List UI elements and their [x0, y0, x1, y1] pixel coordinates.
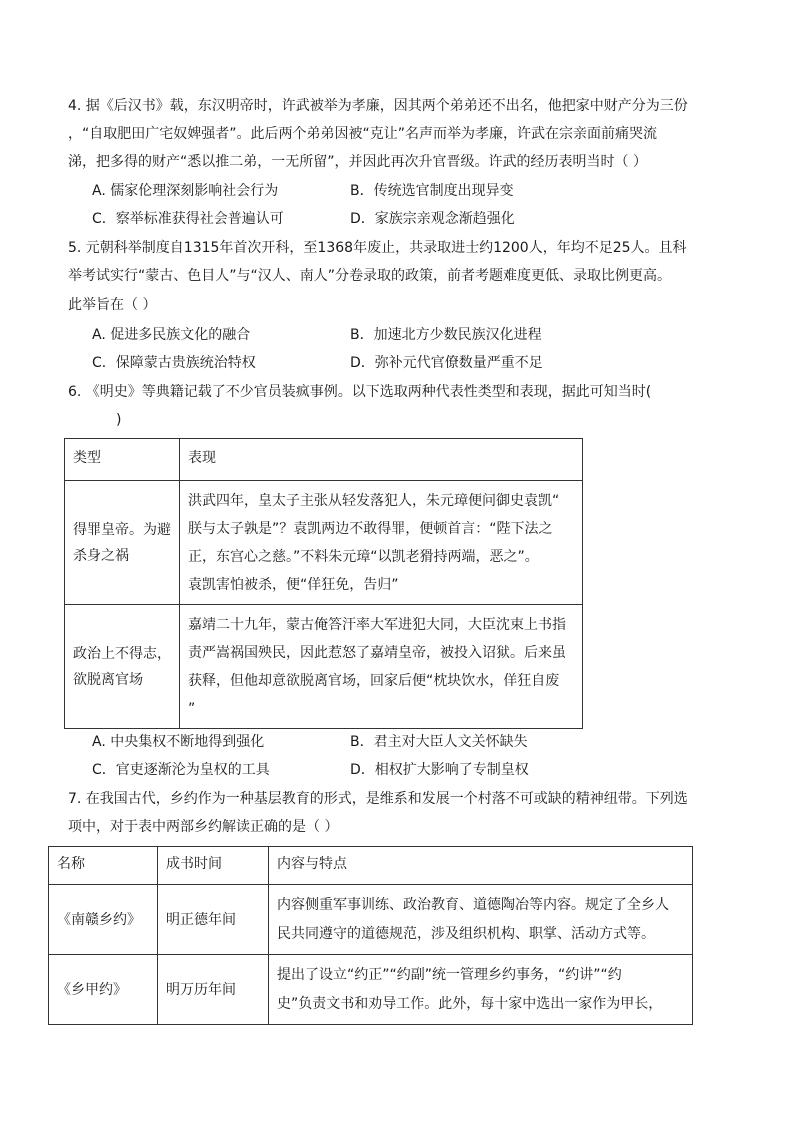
q5-option-c[interactable]: C．保障蒙古贵族统治特权 — [92, 355, 256, 371]
q6-line-2: ) — [116, 412, 122, 428]
q6-row1-desc-line: 洪武四年，皇太子主张从轻发落犯人，朱元璋便问御史袁凯“ — [188, 492, 560, 509]
q7-row2-desc-line: 史”负责文书和劝导工作。此外，每十家中选出一家作为甲长， — [277, 995, 663, 1012]
q4-option-d[interactable]: D．家族宗亲观念渐趋强化 — [350, 211, 515, 227]
q7-header-desc: 内容与特点 — [269, 847, 693, 885]
q6-option-c[interactable]: C．官吏逐渐沦为皇权的工具 — [92, 762, 270, 778]
q4-line-3: 涕，把多得的财产“悉以推二弟，一无所留”，并因此再次升官晋级。许武的经历表明当时（ ） — [68, 154, 647, 170]
q4-option-b[interactable]: B．传统选官制度出现异变 — [350, 183, 514, 199]
q6-row2-desc-line: 获释，但他却意欲脱离官场，回家后便“枕块饮水，佯狂自废 — [188, 672, 560, 689]
q6-row1-desc — [180, 481, 583, 605]
q6-table — [64, 438, 583, 729]
q7-table — [48, 846, 693, 1025]
q6-row2-type-line: 欲脱离官场 — [73, 671, 143, 688]
q7-row1-desc-line: 民共同遵守的道德规范，涉及组织机构、职掌、活动方式等。 — [277, 925, 655, 942]
q6-header-type: 类型 — [65, 439, 180, 481]
q7-row1-time: 明正德年间 — [158, 885, 269, 955]
q7-row2-desc-line: 提出了设立“约正”“约副”统一管理乡约事务，“约讲”“约 — [277, 966, 622, 983]
q6-row1-desc-line: 袁凯害怕被杀，便“佯狂免，告归” — [188, 576, 399, 593]
table-row — [65, 605, 583, 729]
q6-row2-desc-line: ” — [188, 700, 196, 717]
q4-option-a[interactable]: A. 儒家伦理深刻影响社会行为 — [92, 183, 279, 199]
q5-option-b[interactable]: B．加速北方少数民族汉化进程 — [350, 327, 542, 343]
q5-line-1: 5. 元朝科举制度自1315年首次开科，至1368年废止，共录取进士约1200人，年均不足25人。且科 — [68, 240, 687, 256]
q6-option-a[interactable]: A. 中央集权不断地得到强化 — [92, 734, 265, 750]
q7-row2-time: 明万历年间 — [158, 955, 269, 1025]
q5-option-d[interactable]: D．弥补元代官僚数量严重不足 — [350, 355, 543, 371]
q6-option-d[interactable]: D．相权扩大影响了专制皇权 — [350, 762, 529, 778]
q7-row1-name: 《南赣乡约》 — [49, 885, 158, 955]
q4-option-c[interactable]: C．察举标准获得社会普遍认可 — [92, 211, 284, 227]
q7-row1-desc — [269, 885, 693, 955]
q4-line-1: 4. 据《后汉书》载，东汉明帝时，许武被举为孝廉，因其两个弟弟还不出名，他把家中财产分为三份 — [68, 98, 688, 114]
q5-line-3: 此举旨在（ ） — [68, 297, 157, 313]
q6-row2-desc-line: 嘉靖二十九年，蒙古俺答汗率大军进犯大同，大臣沈束上书指 — [188, 616, 566, 633]
q6-row1-desc-line: 朕与太子孰是”？袁凯两边不敢得罪，便顿首言：“陛下法之 — [188, 520, 553, 537]
q6-line-1: 6. 《明史》等典籍记载了不少官员装疯事例。以下选取两种代表性类型和表现，据此可知当时( — [68, 384, 652, 400]
q6-row2-desc-line: 责严嵩祸国殃民，因此惹怒了嘉靖皇帝，被投入诏狱。后来虽 — [188, 644, 566, 661]
q7-line-1: 7. 在我国古代，乡约作为一种基层教育的形式，是维系和发展一个村落不可或缺的精神纽带。下列选 — [68, 791, 688, 807]
q6-header-desc: 表现 — [180, 439, 583, 481]
q6-option-b[interactable]: B．君主对大臣人文关怀缺失 — [350, 734, 528, 750]
q6-row2-type-line: 政治上不得志， — [73, 645, 171, 662]
table-row — [49, 955, 693, 1025]
q6-row1-type — [65, 481, 180, 605]
q5-option-a[interactable]: A. 促进多民族文化的融合 — [92, 327, 251, 343]
q7-row2-desc — [269, 955, 693, 1025]
q6-row1-type-line: 杀身之祸 — [73, 547, 129, 564]
q6-row1-desc-line: 正，东宫心之慈。”不料朱元璋“以凯老猾持两端，恶之”。 — [188, 548, 539, 565]
table-row — [49, 885, 693, 955]
q7-table-header-row — [49, 847, 693, 885]
q6-row1-type-line: 得罪皇帝。为避 — [73, 521, 171, 538]
q4-line-2: ，“自取肥田广宅奴婢强者”。此后两个弟弟因被“克让”名声而举为孝廉，许武在宗亲面前痛哭流 — [68, 126, 658, 142]
q7-header-name: 名称 — [49, 847, 158, 885]
table-row — [65, 481, 583, 605]
q7-line-2: 项中，对于表中两部乡约解读正确的是（ ） — [68, 819, 339, 835]
q6-row2-desc — [180, 605, 583, 729]
q7-row2-name: 《乡甲约》 — [49, 955, 158, 1025]
q7-row1-desc-line: 内容侧重军事训练、政治教育、道德陶冶等内容。规定了全乡人 — [277, 896, 669, 913]
q5-line-2: 举考试实行“蒙古、色目人”与“汉人、南人”分卷录取的政策，前者考题难度更低、录取比例更高。 — [68, 268, 672, 284]
q7-header-time: 成书时间 — [158, 847, 269, 885]
q6-table-header-row — [65, 439, 583, 481]
q6-row2-type — [65, 605, 180, 729]
